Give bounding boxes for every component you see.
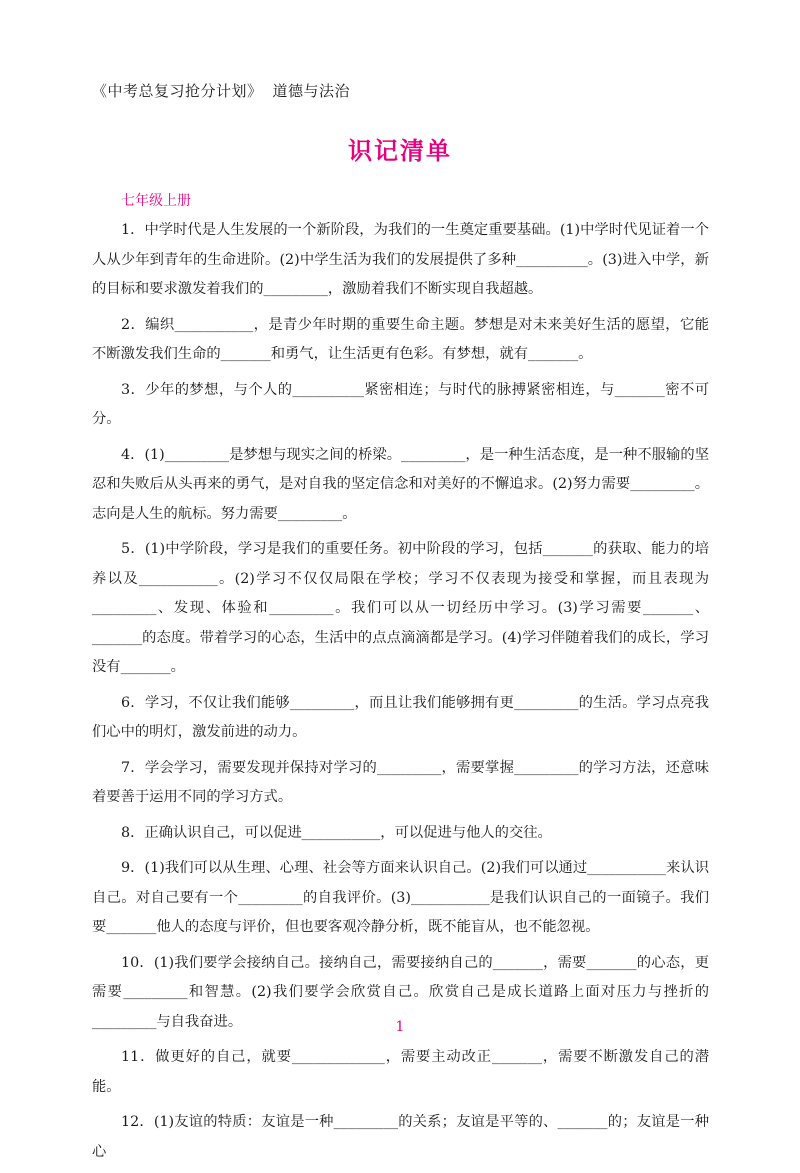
subject-label: 道德与法治: [272, 82, 351, 100]
page-title: 识记清单: [348, 137, 452, 165]
list-item: 5．(1)中学阶段，学习是我们的重要任务。初中阶段的学习，包括_______的获取、能力的培养以及___________。(2)学习不仅仅局限在学校；学习不仅表现为接受和掌握，而且表现为_________、发现、体验和_________。我们可以从一切经历中学习。(3)学习需要_______、_______的态度。带着学习的心态，生活中的点点滴滴都是学习。(4)学习伴随着我们的成长，学习没有_______。: [92, 541, 709, 675]
page-header: [92, 80, 350, 101]
list-item: 7．学会学习，需要发现并保持对学习的_________，需要掌握_________的学习方法，还意味着要善于运用不同的学习方式。: [92, 759, 709, 805]
list-item: 3．少年的梦想，与个人的__________紧密相连；与时代的脉搏紧密相连，与_______密不可分。: [92, 381, 709, 427]
section-heading: 七年级上册: [121, 193, 191, 209]
book-title: 《中考总复习抢分计划》: [92, 82, 263, 100]
page-number: 1: [395, 1019, 405, 1035]
list-item: 6．学习，不仅让我们能够_________，而且让我们能够拥有更_________的生活。学习点亮我们心中的明灯，激发前进的动力。: [92, 694, 709, 740]
list-item: 11．做更好的自己，就要_____________，需要主动改正_______，需要不断激发自己的潜能。: [92, 1049, 709, 1095]
list-item: 4．(1)_________是梦想与现实之间的桥梁。_________，是一种生活态度，是一种不服输的坚忍和失败后从头再来的勇气，是对自我的坚定信念和对美好的不懈追求。(2)努力需要_________。志向是人生的航标。努力需要_________。: [92, 446, 709, 522]
list-item: 9．(1)我们可以从生理、心理、社会等方面来认识自己。(2)我们可以通过___________来认识自己。对自己要有一个_________的自我评价。(3)___________是我们认识自己的一面镜子。我们要_______他人的态度与评价，但也要客观冷静分析，既不能盲从，也不能忽视。: [92, 860, 709, 935]
list-item: 12．(1)友谊的特质：友谊是一种_________的关系；友谊是平等的、_______的；友谊是一种心: [92, 1114, 709, 1160]
list-item: 10．(1)我们要学会接纳自己。接纳自己，需要接纳自己的_______，需要_______的心态，更需要_________和智慧。(2)我们要学会欣赏自己。欣赏自己是成长道路上面对压力与挫折的_________与自我奋进。: [92, 954, 709, 1030]
list-item: 8．正确认识自己，可以促进___________，可以促进与他人的交往。: [121, 824, 552, 841]
list-item: 2．编织___________，是青少年时期的重要生命主题。梦想是对未来美好生活的愿望，它能不断激发我们生命的_______和勇气，让生活更有色彩。有梦想，就有_______。: [92, 316, 709, 362]
list-item: 1．中学时代是人生发展的一个新阶段，为我们的一生奠定重要基础。(1)中学时代见证着一个人从少年到青年的生命进阶。(2)中学生活为我们的发展提供了多种__________。(3)进入中学，新的目标和要求激发着我们的_________，激励着我们不断实现自我超越。: [92, 222, 709, 297]
